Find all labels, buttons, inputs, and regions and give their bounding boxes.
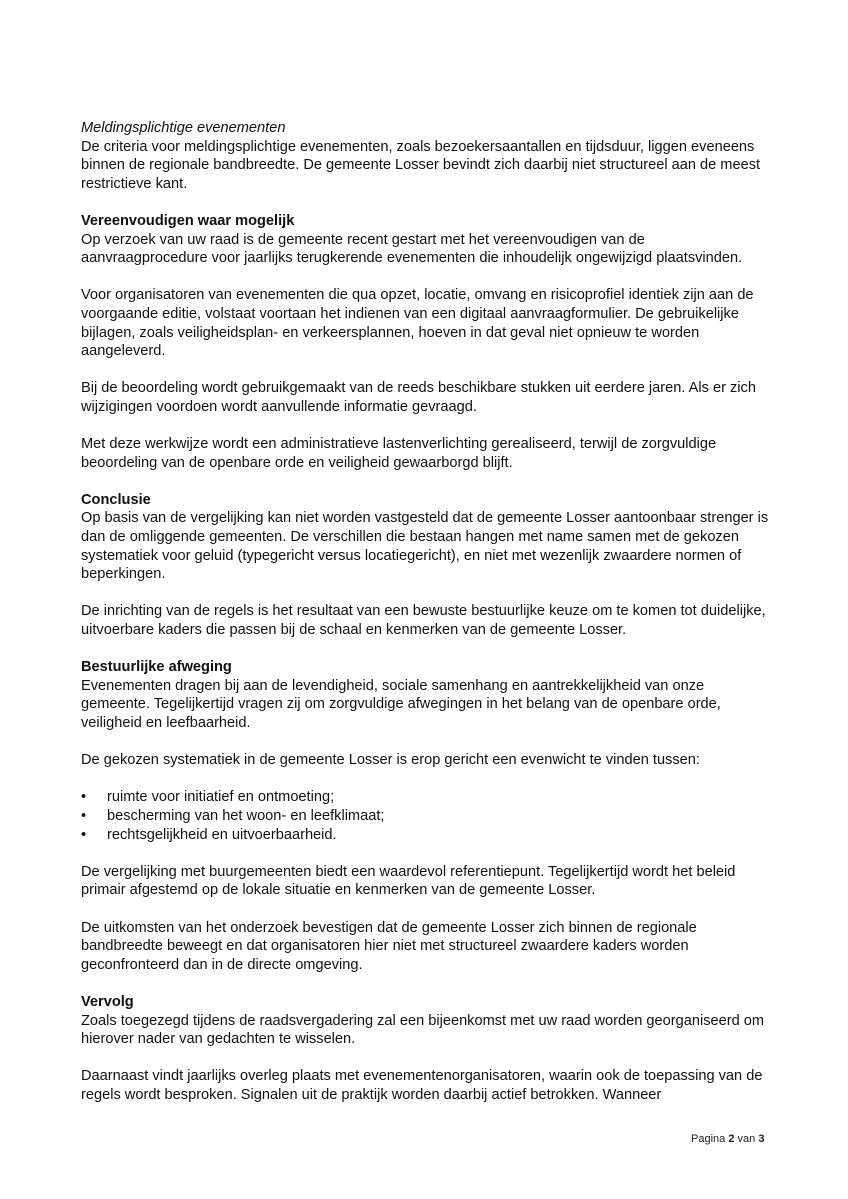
footer-separator: van [737,1133,756,1145]
document-body [81,119,771,1104]
paragraph: Bij de beoordeling wordt gebruikgemaakt van de reeds beschikbare stukken uit eerdere jaren. Als er zich wijzigingen voordoen wordt aanvullende informatie gevraagd. [81,380,756,415]
total-pages-number: 3 [758,1133,765,1145]
paragraph: De gekozen systematiek in de gemeente Losser is erop gericht een evenwicht te vinden tussen: [81,752,700,769]
bullet-icon: • [81,789,87,806]
paragraph: Voor organisatoren van evenementen die qua opzet, locatie, omvang en risicoprofiel identiek zijn aan de voorgaande editie, volstaat voortaan het indienen van een digitaal aanvraagformulier. De gebruikelijke bijlagen, zoals veiligheidsplan- en verkeersplannen, hoeven in dat geval niet opnieuw te worden aangeleverd. [81,287,754,360]
paragraph: Met deze werkwijze wordt een administratieve lastenverlichting gerealiseerd, terwijl de zorgvuldige beoordeling van de openbare orde en veiligheid gewaarborgd blijft. [81,436,717,471]
section-heading-vereenvoudigen: Vereenvoudigen waar mogelijk [81,212,295,229]
section-heading-conclusie: Conclusie [81,491,151,508]
bullet-text: bescherming van het woon- en leefklimaat; [107,807,385,824]
paragraph: Op verzoek van uw raad is de gemeente recent gestart met het vereenvoudigen van de aanvraagprocedure voor jaarlijks terugkerende evenementen die inhoudelijk ongewijzigd plaatsvinden. [81,231,743,267]
bullet-icon: • [81,826,87,843]
paragraph: De criteria voor meldingsplichtige evenementen, zoals bezoekersaantallen en tijdsduur, liggen eveneens binnen de regionale bandbreedte. De gemeente Losser bevindt zich daarbij niet structureel aan de meest restrictieve kant. [81,138,761,192]
paragraph: Daarnaast vindt jaarlijks overleg plaats met evenementenorganisatoren, waarin ook de toepassing van de regels wordt besproken. Signalen uit de praktijk worden daarbij actief betrokken. Wanneer [81,1068,763,1103]
bullet-icon: • [81,807,87,824]
paragraph: De uitkomsten van het onderzoek bevestigen dat de gemeente Losser zich binnen de regionale bandbreedte beweegt en dat organisatoren hier niet met structureel zwaardere kaders worden geconfronteerd dan in de directe omgeving. [81,919,697,973]
section-heading-vervolg: Vervolg [81,993,134,1010]
paragraph: Evenementen dragen bij aan de levendigheid, sociale samenhang en aantrekkelijkheid van onze gemeente. Tegelijkertijd vragen zij om zorgvuldige afwegingen in het belang van de openbare orde, veiligheid en leefbaarheid. [81,677,721,731]
footer-prefix: Pagina [691,1133,726,1145]
paragraph: Op basis van de vergelijking kan niet worden vastgesteld dat de gemeente Losser aantoonbaar strenger is dan de omliggende gemeenten. De verschillen die bestaan hangen met name samen met de gekozen systematiek voor geluid (typegericht versus locatiegericht), en niet met wezenlijk zwaardere normen of beperkingen. [81,510,769,583]
bullet-list [81,788,771,844]
section-heading-afweging: Bestuurlijke afweging [81,659,232,676]
section-title-meldingsplichtig: Meldingsplichtige evenementen [81,120,286,136]
current-page-number: 2 [728,1133,735,1145]
bullet-item [81,807,771,826]
paragraph: Zoals toegezegd tijdens de raadsvergadering zal een bijeenkomst met uw raad worden georganiseerd om hierover nader van gedachten te wisselen. [81,1012,765,1048]
paragraph: De vergelijking met buurgemeenten biedt een waardevol referentiepunt. Tegelijkertijd wordt het beleid primair afgestemd op de lokale situatie en kenmerken van de gemeente Losser. [81,863,736,899]
bullet-item [81,788,771,807]
bullet-text: ruimte voor initiatief en ontmoeting; [107,789,335,806]
page-number-footer [691,1133,764,1145]
bullet-item [81,826,771,845]
bullet-text: rechtsgelijkheid en uitvoerbaarheid. [107,826,337,843]
paragraph: De inrichting van de regels is het resultaat van een bewuste bestuurlijke keuze om te komen tot duidelijke, uitvoerbare kaders die passen bij de schaal en kenmerken van de gemeente Losser. [81,603,766,639]
